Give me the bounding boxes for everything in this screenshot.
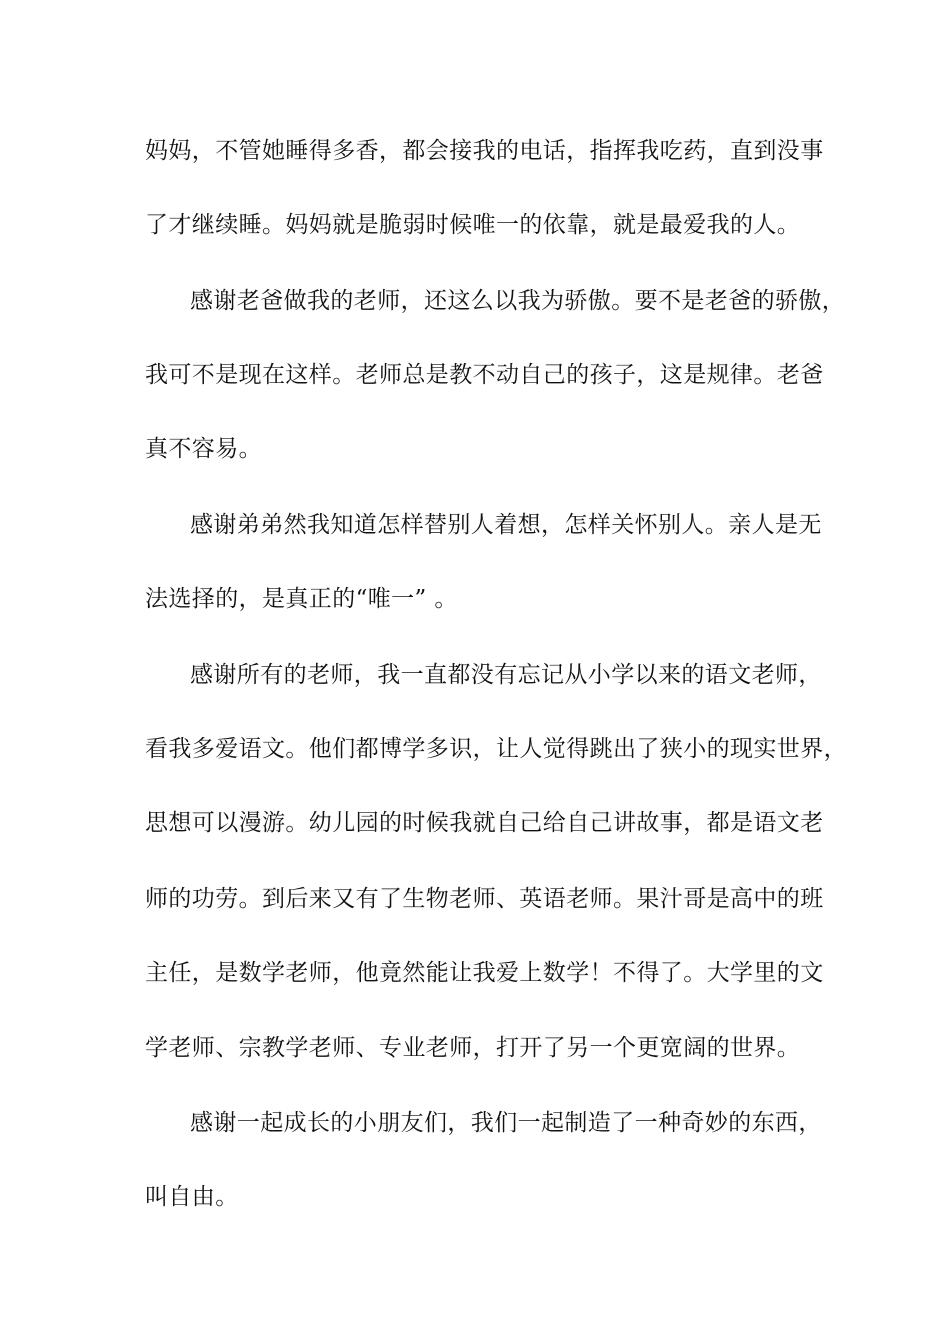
text-line: 真不容易。 — [145, 436, 262, 462]
text-line: 妈妈，不管她睡得多香，都会接我的电话，指挥我吃药，直到没事 — [145, 138, 824, 164]
paragraph-start-line: 感谢老爸做我的老师，还这么以我为骄傲。要不是老爸的骄傲， — [190, 288, 846, 314]
text-line: 师的功劳。到后来又有了生物老师、英语老师。果汁哥是高中的班 — [145, 886, 824, 912]
paragraph-start-line: 感谢一起成长的小朋友们，我们一起制造了一种奇妙的东西， — [190, 1110, 822, 1136]
paragraph-start-line: 感谢弟弟然我知道怎样替别人着想，怎样关怀别人。亲人是无 — [190, 512, 822, 538]
text-line: 主任，是数学老师，他竟然能让我爱上数学！不得了。大学里的文 — [145, 960, 824, 986]
text-line: 思想可以漫游。幼儿园的时候我就自己给自己讲故事，都是语文老 — [145, 810, 824, 836]
paragraph-start-line: 感谢所有的老师，我一直都没有忘记从小学以来的语文老师， — [190, 662, 822, 688]
text-line: 了才继续睡。妈妈就是脆弱时候唯一的依靠，就是最爱我的人。 — [145, 212, 801, 238]
text-line: 学老师、宗教学老师、专业老师，打开了另一个更宽阔的世界。 — [145, 1035, 801, 1061]
text-line: 看我多爱语文。他们都博学多识，让人觉得跳出了狭小的现实世界， — [145, 736, 847, 762]
text-line: 法选择的，是真正的“唯一” 。 — [145, 586, 458, 612]
text-line: 叫自由。 — [145, 1184, 239, 1210]
text-line: 我可不是现在这样。老师总是教不动自己的孩子，这是规律。老爸 — [145, 362, 824, 388]
